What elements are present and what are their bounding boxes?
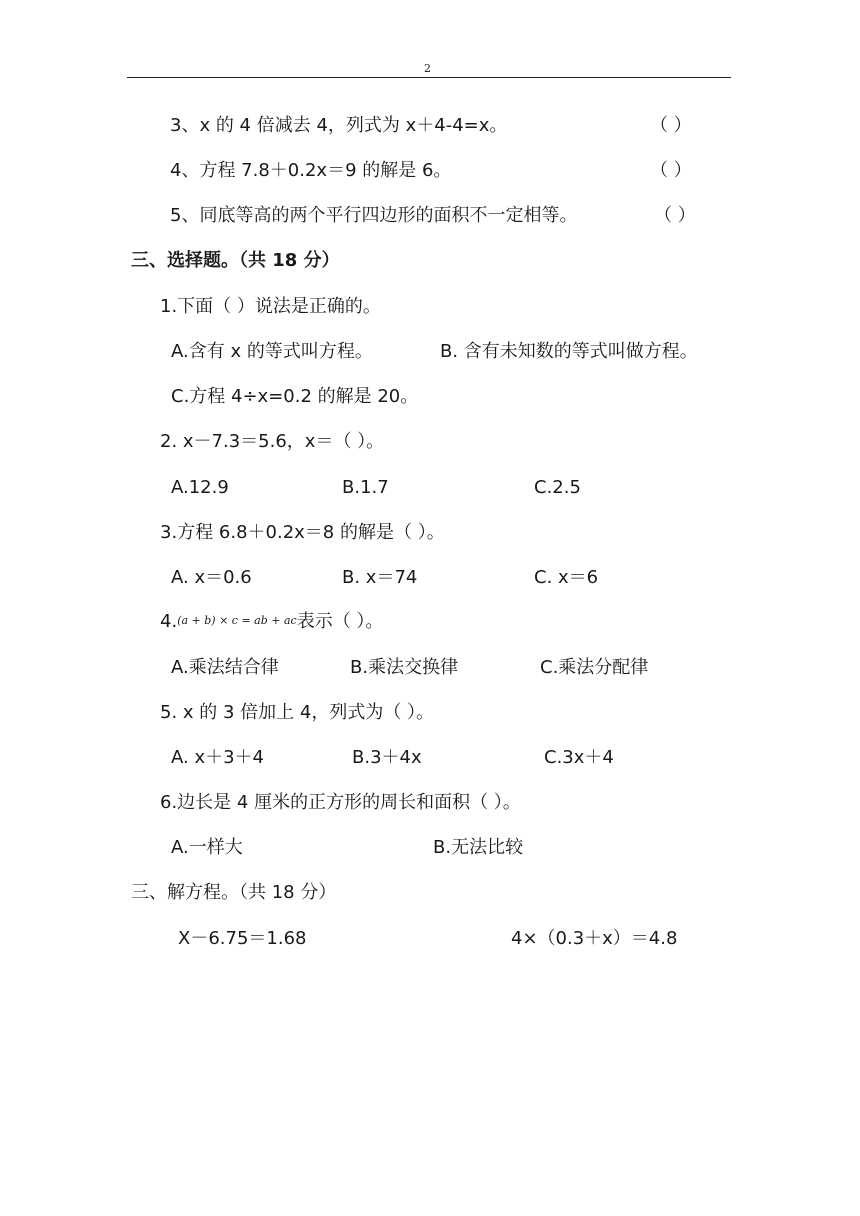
question-2-option-b[interactable]: B.1.7 <box>342 477 389 498</box>
equation-2: 4×（0.3＋x）＝4.8 <box>511 928 678 949</box>
question-5-option-b[interactable]: B.3＋4x <box>352 747 422 768</box>
question-1-option-b[interactable]: B. 含有未知数的等式叫做方程。 <box>440 341 698 362</box>
question-4-option-b[interactable]: B.乘法交换律 <box>350 657 459 678</box>
question-6-stem: 6.边长是 4 厘米的正方形的周长和面积（ ）。 <box>160 792 521 813</box>
question-3-option-b[interactable]: B. x＝74 <box>342 567 418 588</box>
question-4-stem <box>160 610 383 636</box>
page-number: 2 <box>424 62 431 75</box>
question-2-option-a[interactable]: A.12.9 <box>171 477 229 498</box>
judgement-item-5: 5、同底等高的两个平行四边形的面积不一定相等。 <box>170 205 578 226</box>
question-3-option-a[interactable]: A. x＝0.6 <box>171 567 252 588</box>
judgement-item-3: 3、x 的 4 倍减去 4，列式为 x＋4-4=x。 <box>170 115 508 136</box>
question-5-option-a[interactable]: A. x＋3＋4 <box>171 747 264 768</box>
answer-paren-4[interactable]: （ ） <box>650 160 692 181</box>
judgement-item-4: 4、方程 7.8＋0.2x＝9 的解是 6。 <box>170 160 452 181</box>
question-4-option-a[interactable]: A.乘法结合律 <box>171 657 279 678</box>
question-4-number: 4. <box>160 611 178 632</box>
answer-paren-5[interactable]: （ ） <box>654 205 696 226</box>
section-heading-equations: 三、解方程。（共 18 分） <box>131 882 337 903</box>
question-5-stem: 5. x 的 3 倍加上 4，列式为（ ）。 <box>160 702 435 723</box>
answer-paren-3[interactable]: （ ） <box>650 115 692 136</box>
question-3-option-c[interactable]: C. x＝6 <box>534 567 599 588</box>
section-heading-choice: 三、选择题。（共 18 分） <box>131 250 340 271</box>
question-2-stem: 2. x－7.3＝5.6，x＝（ ）。 <box>160 431 385 452</box>
question-1-option-c[interactable]: C.方程 4÷x=0.2 的解是 20。 <box>171 386 419 407</box>
question-4-option-c[interactable]: C.乘法分配律 <box>540 657 649 678</box>
question-1-stem: 1.下面（ ）说法是正确的。 <box>160 296 381 317</box>
question-2-option-c[interactable]: C.2.5 <box>534 477 581 498</box>
question-4-suffix: 表示（ ）。 <box>296 611 384 632</box>
question-6-option-a[interactable]: A.一样大 <box>171 837 243 858</box>
question-1-option-a[interactable]: A.含有 x 的等式叫方程。 <box>171 341 373 362</box>
question-6-option-b[interactable]: B.无法比较 <box>433 837 524 858</box>
question-5-option-c[interactable]: C.3x＋4 <box>544 747 614 768</box>
question-3-stem: 3.方程 6.8＋0.2x＝8 的解是（ ）。 <box>160 522 445 543</box>
header-rule <box>127 77 731 78</box>
distributive-formula: (a + b) × c = ab + ac <box>177 614 297 627</box>
equation-1: X－6.75＝1.68 <box>178 928 307 949</box>
